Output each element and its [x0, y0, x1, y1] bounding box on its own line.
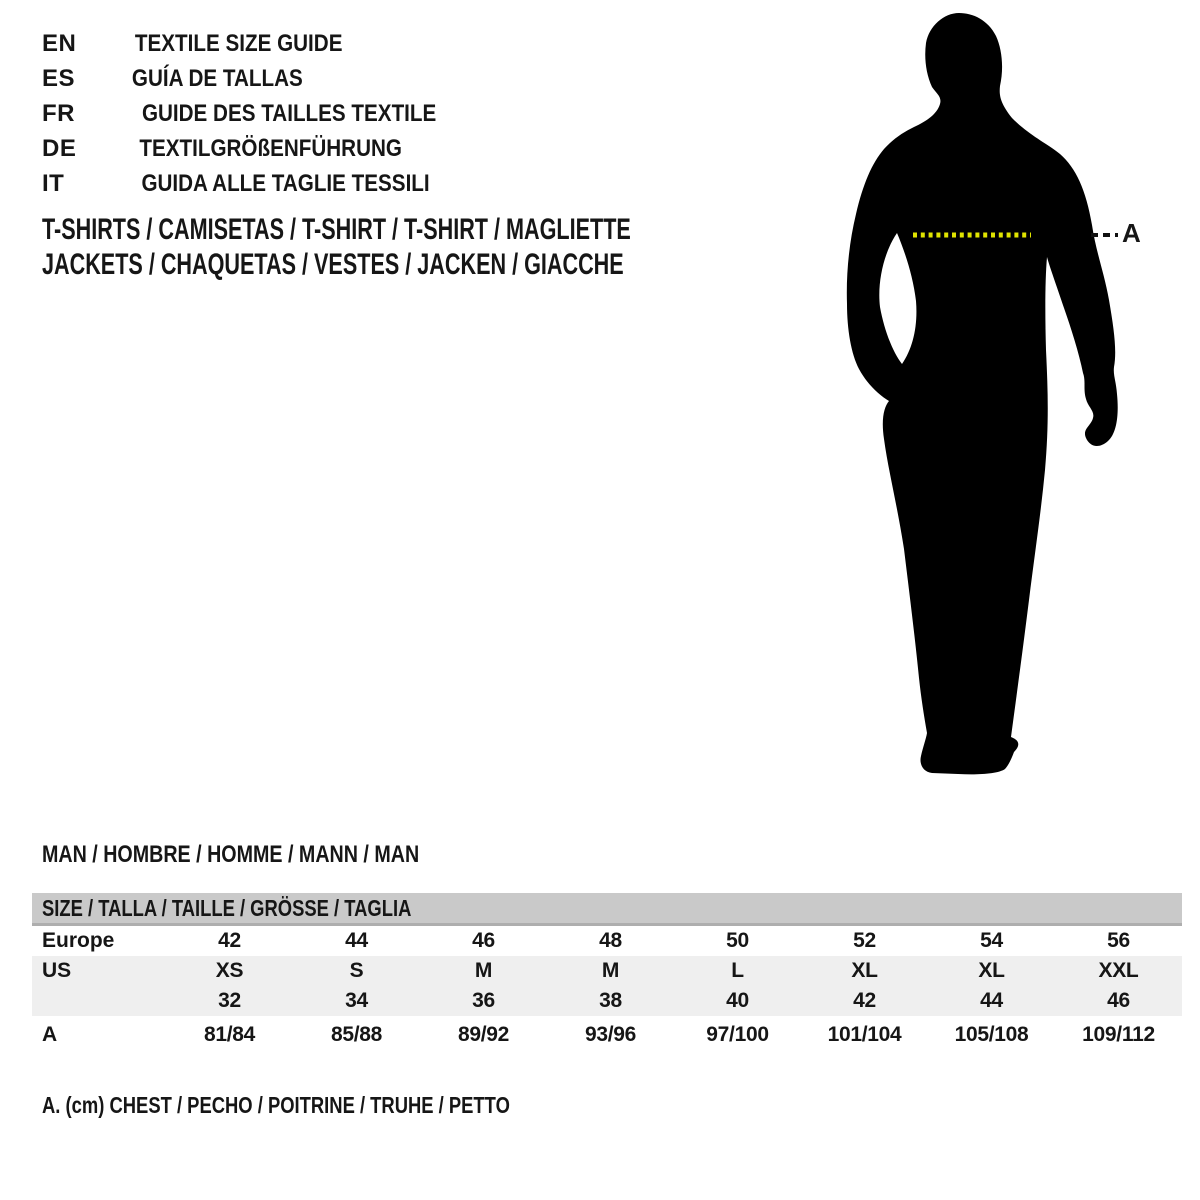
size-cell: L: [731, 959, 744, 982]
table-row-chest: [32, 1020, 1182, 1050]
size-cell: 44: [980, 989, 1003, 1012]
size-cell: 56: [1107, 929, 1130, 952]
size-cell: XS: [215, 959, 244, 982]
size-table-header-label: SIZE / TALLA / TAILLE / GRÖSSE / TAGLIA: [42, 894, 412, 921]
size-cell: 81/84: [203, 1023, 256, 1046]
size-cell: 48: [599, 929, 622, 952]
size-cell: 42: [218, 929, 241, 952]
language-code: IT: [42, 169, 65, 197]
measurement-footnote: A. (cm) CHEST / PECHO / POITRINE / TRUHE / PETTO: [42, 1092, 510, 1118]
size-cell: 52: [853, 929, 876, 952]
size-cell: XL: [978, 959, 1005, 982]
size-cell: 105/108: [954, 1023, 1029, 1046]
size-cell: 32: [218, 989, 241, 1012]
size-cell: 93/96: [584, 1023, 637, 1046]
size-cell: M: [474, 959, 493, 982]
man-silhouette-shape: [847, 13, 1118, 774]
language-label: GUIDE DES TAILLES TEXTILE: [141, 99, 437, 127]
language-code: ES: [42, 64, 76, 92]
language-label: TEXTILE SIZE GUIDE: [134, 29, 343, 57]
size-cell: 54: [980, 929, 1003, 952]
category-line-jackets: JACKETS / CHAQUETAS / VESTES / JACKEN / GIACCHE: [42, 248, 624, 281]
row-label: US: [42, 959, 72, 982]
size-cell: 46: [472, 929, 495, 952]
table-row-numeric: [32, 986, 1182, 1016]
size-cell: 109/112: [1082, 1023, 1155, 1046]
category-line-tshirts: T-SHIRTS / CAMISETAS / T-SHIRT / T-SHIRT / MAGLIETTE: [42, 213, 631, 246]
size-cell: 97/100: [706, 1023, 769, 1046]
size-cell: 46: [1107, 989, 1130, 1012]
size-cell: 42: [853, 989, 876, 1012]
language-code: FR: [42, 99, 75, 127]
section-title-man: MAN / HOMBRE / HOMME / MANN / MAN: [42, 841, 420, 868]
row-label: Europe: [42, 929, 115, 952]
table-row-us: [32, 956, 1182, 986]
size-cell: XXL: [1098, 959, 1139, 982]
language-label: GUÍA DE TALLAS: [131, 64, 303, 92]
size-cell: 50: [726, 929, 749, 952]
table-row-europe: [32, 926, 1182, 956]
row-label: A: [42, 1023, 58, 1046]
size-cell: XL: [851, 959, 878, 982]
size-cell: 101/104: [827, 1023, 902, 1046]
language-label: GUIDA ALLE TAGLIE TESSILI: [141, 169, 430, 197]
size-cell: 89/92: [457, 1023, 510, 1046]
language-code: EN: [42, 29, 77, 57]
size-table-header: [32, 893, 1182, 926]
size-cell: 40: [726, 989, 749, 1012]
measurement-label-a: A: [1122, 218, 1141, 248]
size-cell: 34: [345, 989, 368, 1012]
size-table: [32, 893, 1182, 1050]
size-cell: 44: [345, 929, 368, 952]
language-code: DE: [42, 134, 77, 162]
size-cell: M: [601, 959, 620, 982]
size-cell: S: [349, 959, 364, 982]
size-cell: 85/88: [330, 1023, 383, 1046]
size-cell: 36: [472, 989, 495, 1012]
language-label: TEXTILGRÖßENFÜHRUNG: [139, 134, 402, 162]
size-cell: 38: [599, 989, 622, 1012]
